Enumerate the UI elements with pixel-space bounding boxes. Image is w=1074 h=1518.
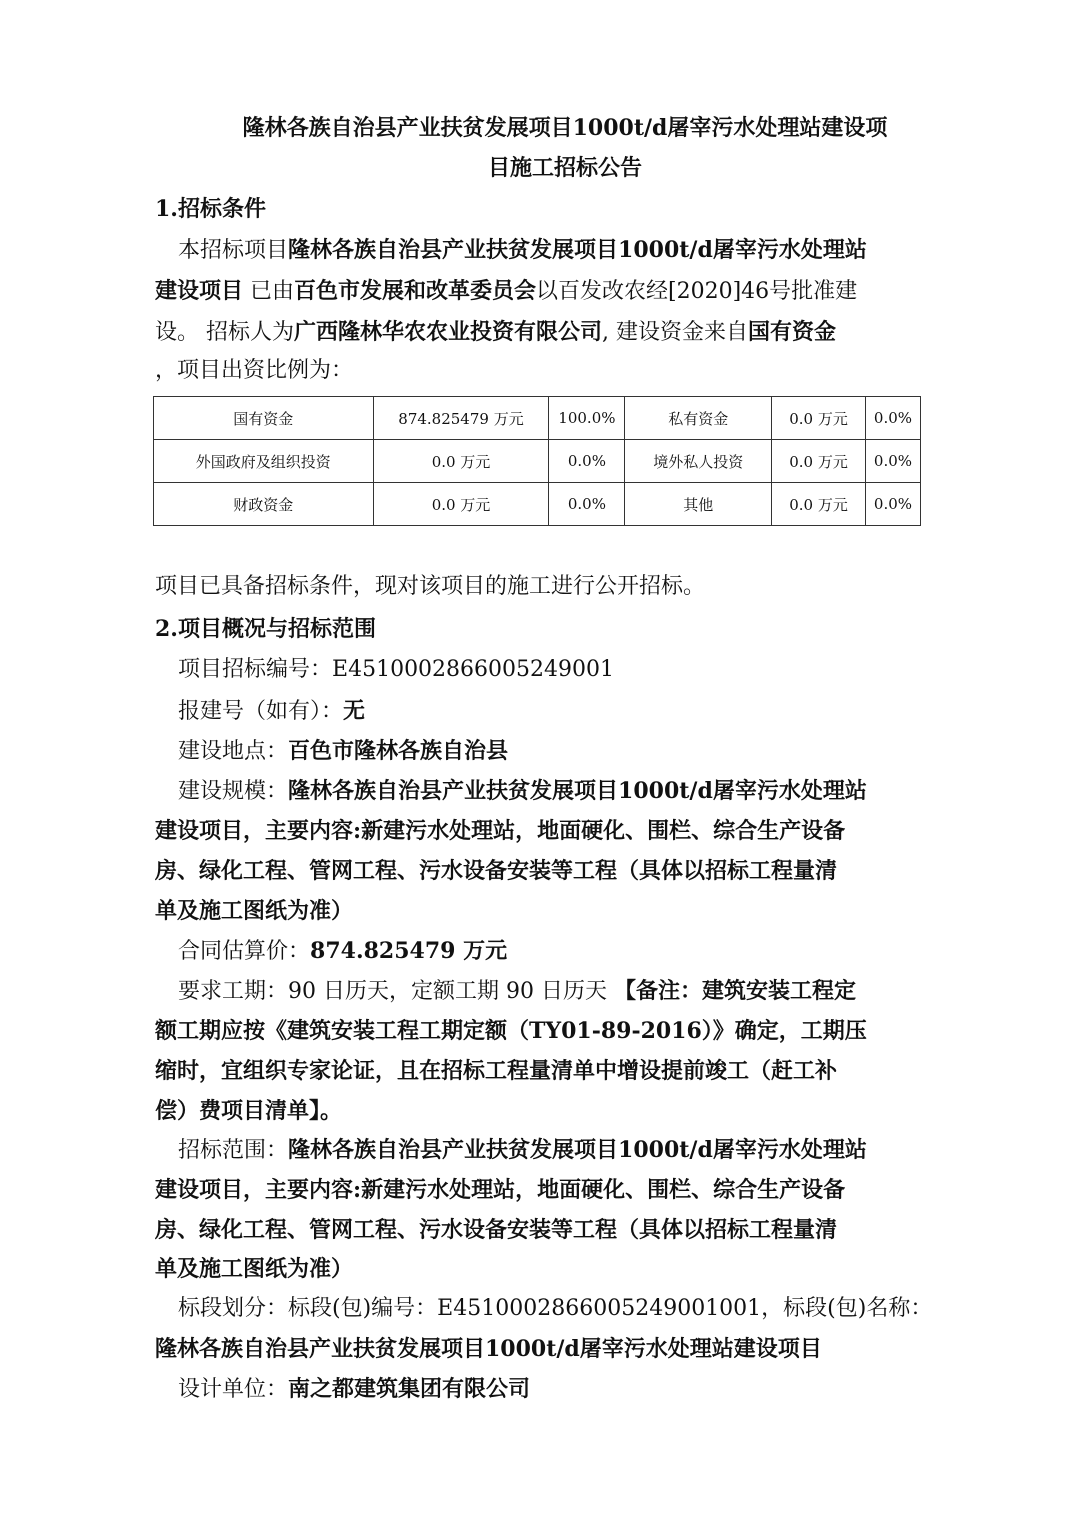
section1-para-line3: 设。 招标人为广西隆林华农农业投资有限公司, 建设资金来自国有资金	[155, 319, 837, 345]
table-cell: 其他	[625, 483, 772, 526]
table-cell: 100.0%	[549, 397, 625, 440]
table-cell: 874.825479 万元	[373, 397, 549, 440]
table-cell: 0.0 万元	[772, 440, 866, 483]
table-cell: 0.0 万元	[772, 483, 866, 526]
scale-line1: 建设规模：隆林各族自治县产业扶贫发展项目1000t/d屠宰污水处理站	[178, 778, 867, 804]
table-cell: 0.0 万元	[373, 440, 549, 483]
lot-line1: 标段划分：标段(包)编号：E4510002866005249001001，标段(包)名称：	[178, 1296, 933, 1321]
design-unit-line: 设计单位：南之都建筑集团有限公司	[178, 1376, 531, 1402]
table-row	[154, 483, 921, 526]
table-cell: 0.0%	[549, 483, 625, 526]
section1-after-table: 项目已具备招标条件，现对该项目的施工进行公开招标。	[155, 574, 706, 599]
range-line3: 房、绿化工程、管网工程、污水设备安装等工程（具体以招标工程量清	[155, 1217, 838, 1243]
table-row	[154, 440, 921, 483]
section2-heading: 2.项目概况与招标范围	[155, 616, 376, 642]
scale-line3: 房、绿化工程、管网工程、污水设备安装等工程（具体以招标工程量清	[155, 858, 838, 884]
table-cell: 0.0 万元	[373, 483, 549, 526]
site-line: 建设地点：百色市隆林各族自治县	[178, 738, 509, 764]
lot-line2: 隆林各族自治县产业扶贫发展项目1000t/d屠宰污水处理站建设项目	[155, 1336, 822, 1362]
period-line4: 偿）费项目清单】。	[155, 1098, 343, 1124]
table-row	[154, 397, 921, 440]
section1-heading: 1.招标条件	[155, 196, 266, 222]
table-cell: 0.0%	[865, 483, 920, 526]
period-line3: 缩时，宜组织专家论证，且在招标工程量清单中增设提前竣工（赶工补	[155, 1058, 838, 1084]
document-title-line2: 目施工招标公告	[487, 155, 642, 181]
table-cell: 境外私人投资	[625, 440, 772, 483]
table-cell: 0.0%	[865, 440, 920, 483]
table-cell: 0.0%	[549, 440, 625, 483]
table-cell: 私有资金	[625, 397, 772, 440]
table-cell: 0.0%	[865, 397, 920, 440]
funding-ratio-table	[153, 396, 921, 526]
table-cell: 国有资金	[154, 397, 374, 440]
range-line2: 建设项目，主要内容:新建污水处理站，地面硬化、围栏、综合生产设备	[155, 1177, 846, 1203]
section1-para-line2: 建设项目 已由百色市发展和改革委员会以百发改农经[2020]46号批准建	[155, 278, 858, 304]
section1-para-line4: ，项目出资比例为：	[155, 358, 354, 383]
table-cell: 0.0 万元	[772, 397, 866, 440]
period-line2: 额工期应按《建筑安装工程工期定额（TY01-89-2016）》确定，工期压	[155, 1018, 867, 1044]
range-line4: 单及施工图纸为准）	[155, 1256, 354, 1282]
tender-code-line: 项目招标编号：E4510002866005249001	[178, 657, 615, 682]
range-line1: 招标范围：隆林各族自治县产业扶贫发展项目1000t/d屠宰污水处理站	[178, 1137, 867, 1163]
document-title-line1: 隆林各族自治县产业扶贫发展项目1000t/d屠宰污水处理站建设项	[242, 115, 888, 141]
table-cell: 外国政府及组织投资	[154, 440, 374, 483]
table-cell: 财政资金	[154, 483, 374, 526]
scale-line4: 单及施工图纸为准）	[155, 898, 354, 924]
permit-line: 报建号（如有）：无	[178, 698, 366, 724]
scale-line2: 建设项目，主要内容:新建污水处理站，地面硬化、围栏、综合生产设备	[155, 818, 846, 844]
price-line: 合同估算价：874.825479 万元	[178, 938, 508, 964]
section1-para-line1: 本招标项目隆林各族自治县产业扶贫发展项目1000t/d屠宰污水处理站	[178, 237, 867, 263]
period-line1: 要求工期：90 日历天，定额工期 90 日历天 【备注：建筑安装工程定	[178, 978, 856, 1004]
